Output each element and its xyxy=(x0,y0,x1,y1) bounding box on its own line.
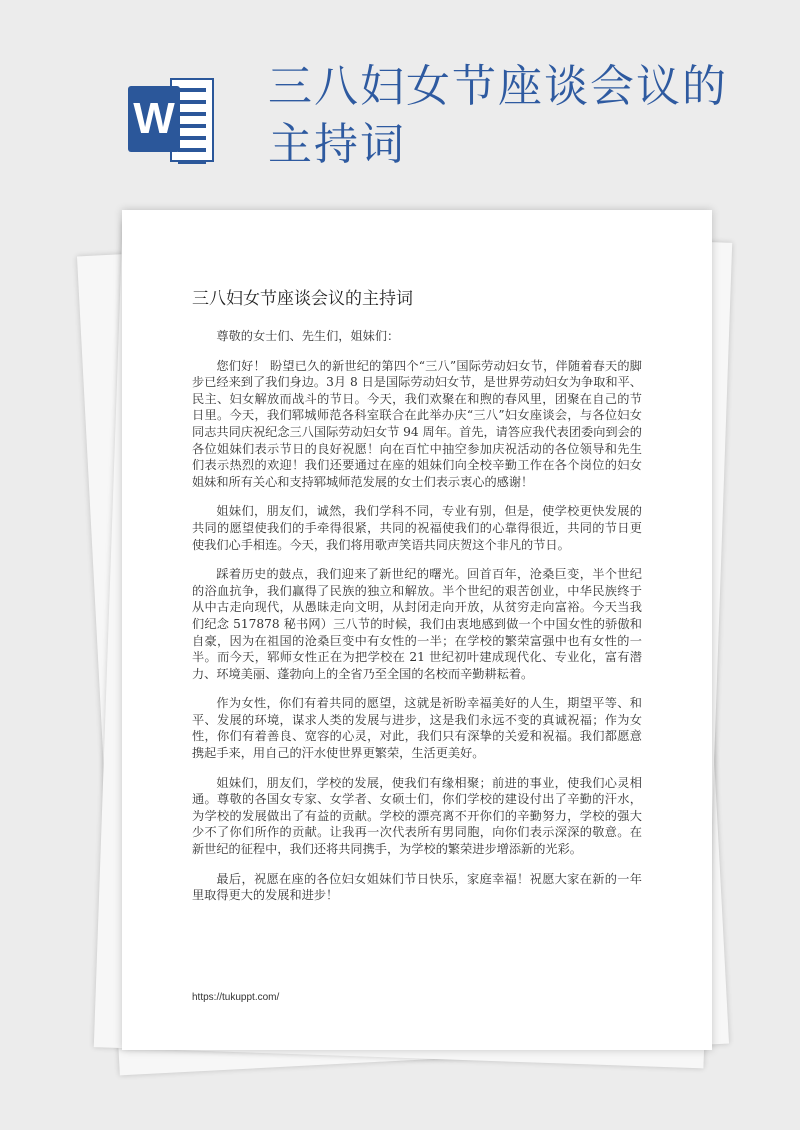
page-title: 三八妇女节座谈会议的主持词 xyxy=(268,61,728,170)
paragraph: 姐妹们，朋友们，学校的发展，使我们有缘相聚；前进的事业，使我们心灵相通。尊敬的各国女专家、女学者、女硕士们，你们学校的建设付出了辛勤的汗水，为学校的发展做出了有益的贡献。学校的漂亮离不开你们的辛勤努力，学校的强大少不了你们所作的贡献。让我再一次代表所有男同胞，向你们表示深深的敬意。在新世纪的征程中，我们还将共同携手，为学校的繁荣进步增添新的光彩。 xyxy=(192,775,642,857)
word-icon-letter: W xyxy=(128,86,180,152)
paragraph: 最后，祝愿在座的各位妇女姐妹们节日快乐，家庭幸福！祝愿大家在新的一年里取得更大的发展和进步！ xyxy=(192,871,642,903)
salutation: 尊敬的女士们、先生们，姐妹们： xyxy=(216,329,400,343)
paragraph: 踩着历史的鼓点，我们迎来了新世纪的曙光。回首百年，沧桑巨变，半个世纪的浴血抗争，我们赢得了民族的独立和解放。半个世纪的艰苦创业，中华民族终于从中古走向现代，从愚昧走向文明，从封闭走向开放，从贫穷走向富裕。今天当我们纪念 517878 秘书网）三八节的时候，我们由衷地感到做一个中国女性的骄傲和自豪，因为在祖国的沧桑巨变中有女性的一半；在学校的繁荣富强中也有女性的一半。而今天，郓师女性正在为把学校在 21 世纪初叶建成现代化、专业化，富有潜力、环境美丽、蓬勃向上的全省乃至全国的名校而辛勤耕耘着。 xyxy=(192,567,642,681)
word-document-icon xyxy=(128,74,216,166)
paragraph: 姐妹们，朋友们，诚然，我们学科不同，专业有别，但是，使学校更快发展的共同的愿望使我们的手牵得很紧，共同的祝福使我们的心靠得很近，共同的节日更使我们心手相连。今天，我们将用歌声笑语共同庆贺这个非凡的节日。 xyxy=(192,504,642,552)
header xyxy=(0,0,800,200)
paragraph: 作为女性，你们有着共同的愿望，这就是祈盼幸福美好的人生，期望平等、和平、发展的环境，谋求人类的发展与进步，这是我们永远不变的真诚祝福；作为女性，你们有着善良、宽容的心灵，对此，我们只有深挚的关爱和祝福。我们都愿意携起手来，用自己的汗水使世界更繁荣，生活更美好。 xyxy=(192,696,642,761)
document-body xyxy=(192,328,642,917)
footer-url: https://tukuppt.com/ xyxy=(192,992,280,1003)
paragraph: 您们好！ 盼望已久的新世纪的第四个“三八”国际劳动妇女节，伴随着春天的脚步已经来到了我们身边。3月 8 日是国际劳动妇女节，是世界劳动妇女为争取和平、民主、妇女解放而战斗的节日。今天，我们欢聚在和煦的春风里，团聚在自己的节日里。今天，我们郓城师范各科室联合在此举办庆“三八”妇女座谈会，与各位妇女同志共同庆祝纪念三八国际劳动妇女节 94 周年。首先，请答应我代表团委向到会的各位姐妹们表示节日的良好祝愿！向在百忙中抽空参加庆祝活动的各位领导和先生们表示热烈的欢迎！我们还要通过在座的姐妹们向全校辛勤工作在各个岗位的妇女姐妹和所有关心和支持郓城师范发展的女士们表示衷心的感谢！ xyxy=(192,358,642,489)
document-title: 三八妇女节座谈会议的主持词 xyxy=(192,289,413,309)
document-page xyxy=(122,210,712,1050)
